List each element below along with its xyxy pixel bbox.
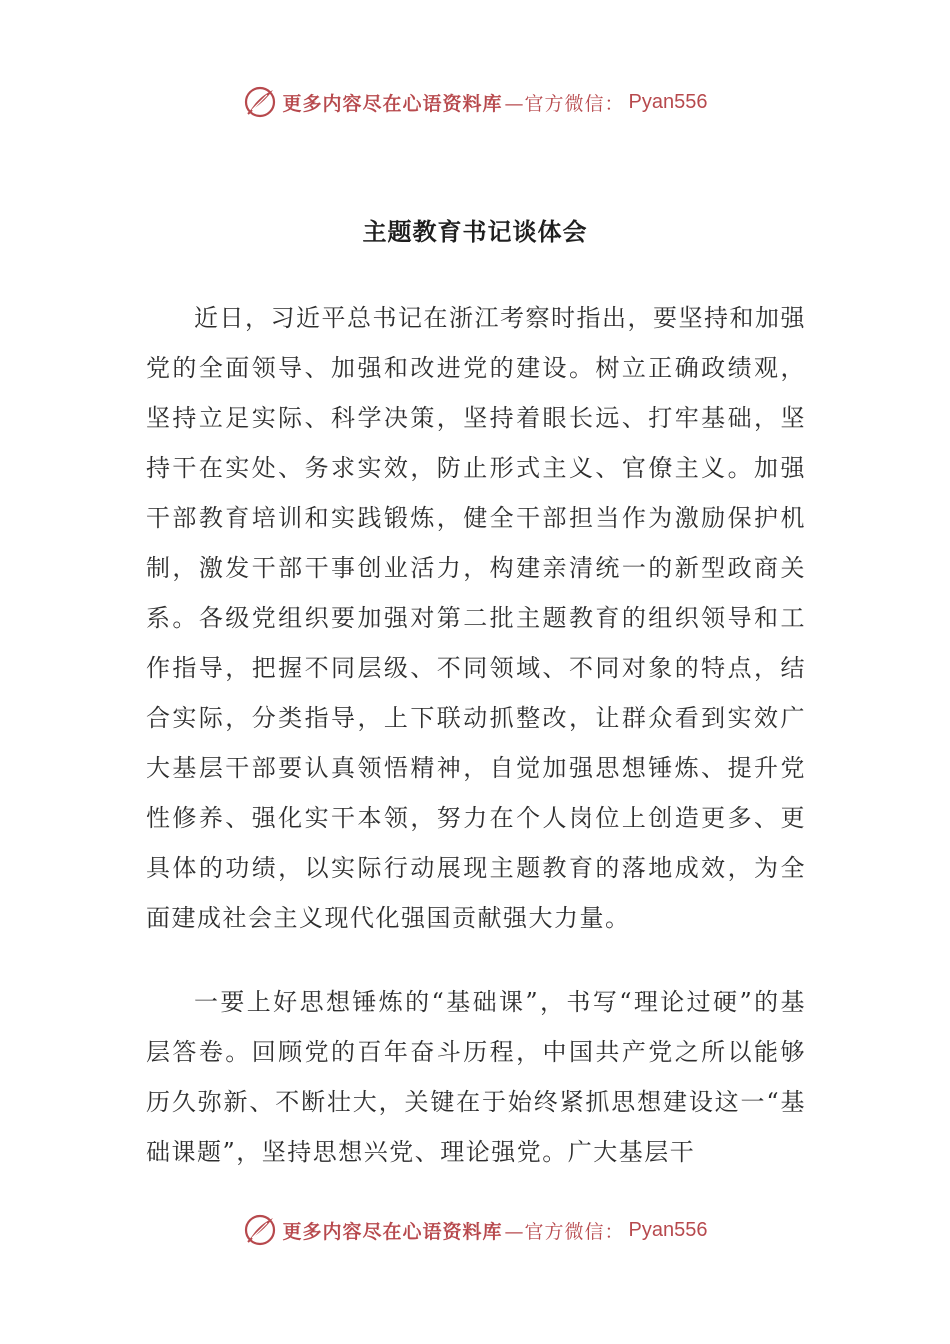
- document-title: 主题教育书记谈体会: [362, 217, 588, 246]
- banner-sub-text: —官方微信：: [504, 92, 625, 115]
- banner-account-id: Pyan556: [628, 1218, 708, 1241]
- banner-main-text: 更多内容尽在心语资料库: [282, 1220, 503, 1243]
- banner-sub-text: —官方微信：: [504, 1220, 625, 1243]
- quill-logo-icon: [243, 1213, 277, 1247]
- footer-banner: [0, 1210, 950, 1250]
- quill-logo-icon: [243, 85, 277, 119]
- paragraph: 一要上好思想锤炼的“基础课”，书写“理论过硬”的基层答卷。回顾党的百年奋斗历程，中国共产党之所以能够历久弥新、不断壮大，关键在于始终紧抓思想建设这一“基础课题”，坚持思想兴党、理论强党。广大基层干: [146, 988, 806, 1166]
- banner-account-id: Pyan556: [628, 90, 708, 113]
- paragraph: 近日，习近平总书记在浙江考察时指出，要坚持和加强党的全面领导、加强和改进党的建设。树立正确政绩观，坚持立足实际、科学决策，坚持着眼长远、打牢基础，坚持干在实处、务求实效，防止形式主义、官僚主义。加强干部教育培训和实践锻炼，健全干部担当作为激励保护机制，激发干部干事创业活力，构建亲清统一的新型政商关系。各级党组织要加强对第二批主题教育的组织领导和工作指导，把握不同层级、不同领域、不同对象的特点，结合实际，分类指导，上下联动抓整改，让群众看到实效广大基层干部要认真领悟精神，自觉加强思想锤炼、提升党性修养、强化实干本领，努力在个人岗位上创造更多、更具体的功绩，以实际行动展现主题教育的落地成效，为全面建成社会主义现代化强国贡献强大力量。: [146, 304, 806, 932]
- banner-main-text: 更多内容尽在心语资料库: [282, 92, 503, 115]
- header-banner: [0, 82, 950, 122]
